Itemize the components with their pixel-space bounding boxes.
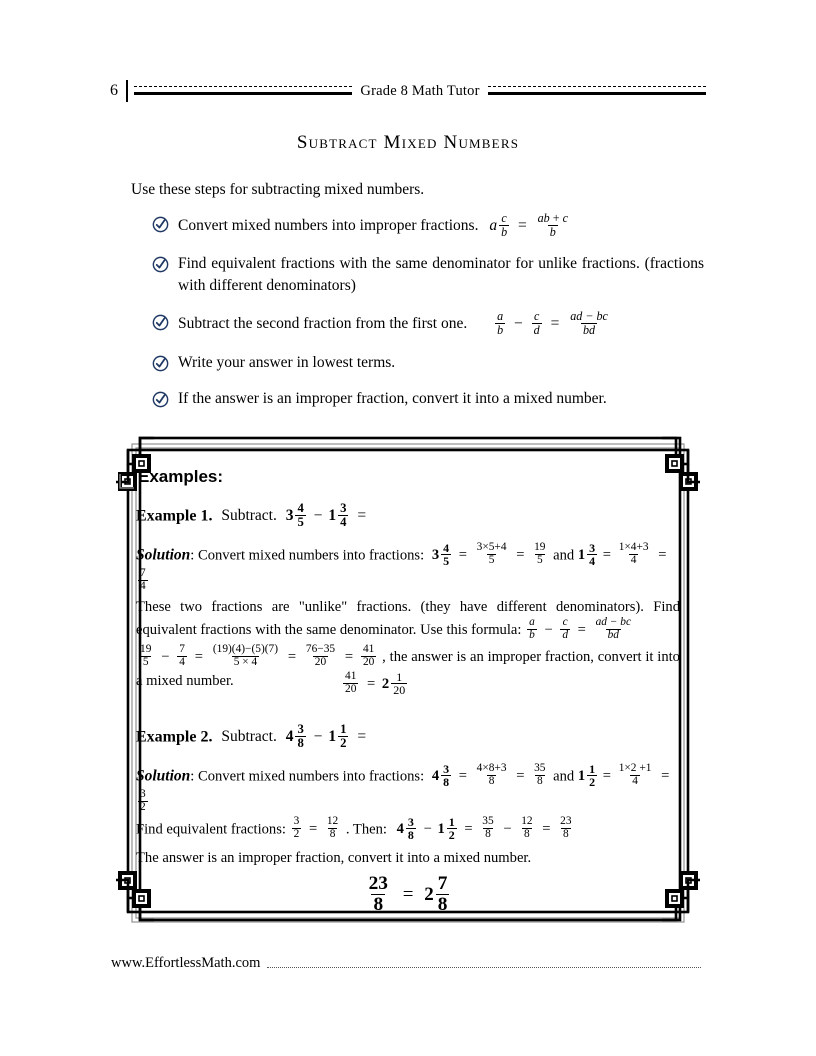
example-2-paragraph: The answer is an improper fraction, convert it into a mixed number.	[136, 849, 532, 866]
example-1-result	[341, 669, 680, 698]
example-2-result	[136, 872, 680, 912]
example-2-find-label: Find equivalent fractions:	[136, 821, 286, 838]
example-1-prompt	[136, 503, 680, 531]
example-2-conversion-b2: $\frac{1\times 2 +1}{4}$ = $\frac{3}{2}$	[140, 762, 670, 813]
page-footer	[111, 955, 701, 972]
step-5-label: If the answer is an improper fraction, convert it into a mixed number.	[178, 389, 607, 407]
list-item	[152, 388, 704, 410]
example-1-lead: Subtract.	[221, 507, 277, 525]
step-3-label: Subtract the second fraction from the first one.	[178, 315, 468, 333]
step-1-label: Convert mixed numbers into improper fractions.	[178, 216, 479, 234]
steps-list	[152, 213, 704, 424]
page-title: Subtract Mixed Numbers	[296, 132, 520, 153]
list-item	[152, 311, 704, 337]
example-2-expression: 4 $\frac{3}{8}$ − 1 $\frac{1}{2}$ =	[285, 721, 367, 751]
header-title: Grade 8 Math Tutor	[360, 82, 480, 99]
check-circle-icon	[152, 355, 169, 372]
example-2-solution	[136, 761, 680, 815]
example-2-and: and	[553, 768, 575, 785]
page-header	[110, 76, 706, 106]
example-1-conversion-a: 3 $\frac{4}{5}$ = $\frac{3\times 5+4}{5}$ = $\frac{19}{5}$	[431, 540, 546, 569]
list-item	[152, 253, 704, 297]
example-2-prompt	[136, 721, 680, 752]
example-1-expression: 3 $\frac{4}{5}$ − 1 $\frac{3}{4}$ =	[285, 501, 367, 530]
example-2-conversion-b: 1 $\frac{1}{2}$ =	[577, 761, 612, 790]
example-2-find	[136, 814, 680, 843]
list-item-text	[178, 213, 704, 239]
footer-website: www.EffortlessMath.com	[111, 955, 261, 971]
header-rule-left	[134, 81, 352, 101]
example-2-lead: Subtract.	[221, 728, 277, 746]
check-circle-icon	[152, 314, 169, 331]
list-item	[152, 213, 704, 239]
header-rule-right	[488, 81, 706, 101]
example-1-work-tail: , the answer is an improper fraction, convert it into a mixed number.	[136, 648, 680, 689]
footer-dotted-rule	[267, 967, 701, 968]
example-1-para-text: These two fractions are "unlike" fractions. (they have different denominators). Find equivalent fractions with the same denominator. Use this formula:	[136, 598, 680, 638]
example-2-then-label: . Then:	[345, 821, 387, 838]
solution-lead: : Convert mixed numbers into fractions:	[190, 547, 425, 564]
step-3-formula: $\frac{a}{b}$ − $\frac{c}{d}$ = $\frac{ad - bc}{bd}$	[497, 309, 608, 338]
example-1-label: Example 1.	[136, 507, 213, 525]
examples-heading: Examples:	[138, 467, 224, 486]
example-2-conversion-a: 4 $\frac{3}{8}$ = $\frac{4\times 8+3}{8}$ = $\frac{35}{8}$	[431, 761, 546, 790]
example-2-then-expr: 4 $\frac{3}{8}$ − 1 $\frac{1}{2}$ = $\frac{35}{8}$ − $\frac{12}{8}$ = $\frac{23}{8}$	[396, 814, 572, 843]
check-circle-icon	[152, 256, 169, 273]
check-circle-icon	[152, 391, 169, 408]
example-1-result-expr: $\frac{41}{20}$ = 2 $\frac{1}{20}$	[345, 669, 406, 698]
example-2-result-expr: $\frac{23}{8}$ = 2 $\frac{7}{8}$	[365, 884, 452, 905]
example-1-conversion-b2: $\frac{1\times 4+3}{4}$ = $\frac{7}{4}$	[140, 541, 667, 592]
solution-label: Solution	[136, 767, 191, 785]
step-2-label: Find equivalent fractions with the same denominator for unlike fractions. (fractions with different denominators)	[178, 255, 704, 295]
example-1-and: and	[553, 547, 575, 564]
step-4-label: Write your answer in lowest terms.	[178, 353, 396, 371]
header-solid-line	[134, 92, 352, 95]
example-1-work-expr: $\frac{19}{5}$ − $\frac{7}{4}$ = $\frac{(19)(4)-(5)(7)}{5 \times 4}$ = $\frac{76-35}{20}$ = $\frac{41}{20}$	[140, 642, 375, 668]
examples-box	[106, 424, 706, 942]
solution-lead: : Convert mixed numbers into fractions:	[190, 768, 425, 785]
example-2-label: Example 2.	[136, 728, 213, 746]
list-item	[152, 352, 704, 374]
header-dashed-line	[488, 86, 706, 87]
list-item-text	[178, 311, 704, 337]
header-solid-line	[488, 92, 706, 95]
header-dashed-line	[134, 86, 352, 87]
example-1-solution	[136, 540, 680, 594]
example-2-find-expr: $\frac{3}{2}$ = $\frac{12}{8}$	[293, 815, 339, 841]
check-circle-icon	[152, 216, 169, 233]
header-divider-bar	[126, 80, 128, 102]
example-1-conversion-b: 1 $\frac{3}{4}$ =	[577, 540, 612, 569]
intro-text: Use these steps for subtracting mixed numbers.	[131, 181, 425, 198]
page-number: 6	[110, 82, 118, 99]
example-1-paragraph	[136, 596, 680, 643]
solution-label: Solution	[136, 546, 191, 564]
examples-content	[136, 454, 680, 912]
step-1-formula: a $\frac{c}{b}$ = $\frac{ab + c}{b}$	[489, 211, 568, 239]
example-1-para-formula: $\frac{a}{b}$ − $\frac{c}{d}$ = $\frac{ad - bc}{bd}$	[529, 615, 632, 641]
